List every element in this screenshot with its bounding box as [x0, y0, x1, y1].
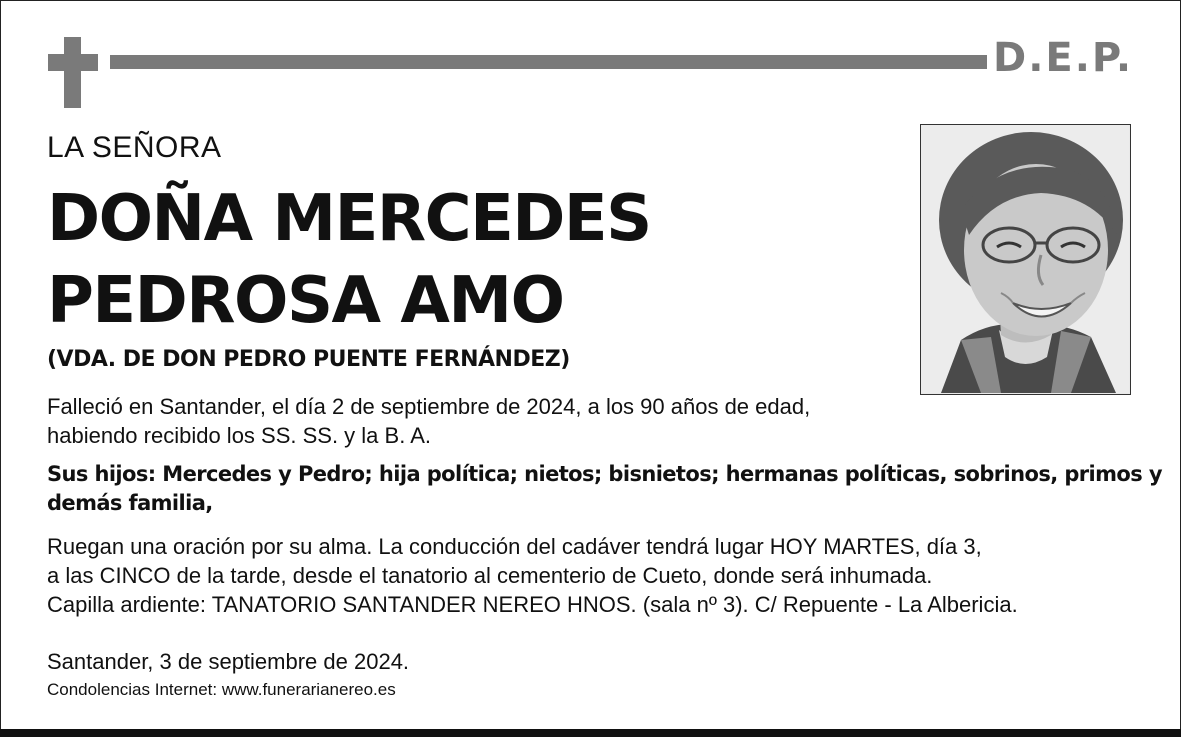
- widow-line: (VDA. DE DON PEDRO PUENTE FERNÁNDEZ): [47, 347, 570, 372]
- text-line: Capilla ardiente: TANATORIO SANTANDER NEREO HNOS. (sala nº 3). C/ Repuente - La Albericia.: [47, 592, 1018, 617]
- dep-label: D.E.P.: [993, 35, 1134, 81]
- name-line: PEDROSA AMO: [47, 264, 564, 338]
- date-place: Santander, 3 de septiembre de 2024.: [47, 649, 410, 674]
- family-paragraph: [47, 460, 1162, 518]
- text-line: Sus hijos: Mercedes y Pedro; hija política; nietos; bisnietos; hermanas políticas, sobrinos, primos y: [47, 462, 1162, 486]
- name-line: DOÑA MERCEDES: [47, 182, 651, 256]
- condolences-line: Condolencias Internet: www.funerarianereo.es: [47, 680, 396, 699]
- text-line: Ruegan una oración por su alma. La conducción del cadáver tendrá lugar HOY MARTES, día 3,: [47, 534, 982, 559]
- portrait-photo: [920, 124, 1131, 395]
- bottom-rule: [0, 729, 1181, 737]
- death-paragraph: [47, 392, 810, 450]
- header-rule: [110, 55, 987, 69]
- service-paragraph: [47, 532, 1018, 619]
- text-line: Falleció en Santander, el día 2 de septiembre de 2024, a los 90 años de edad,: [47, 394, 811, 419]
- deceased-name: [47, 178, 651, 342]
- text-line: a las CINCO de la tarde, desde el tanatorio al cementerio de Cueto, donde será inhumada.: [47, 563, 933, 588]
- text-line: demás familia,: [47, 491, 213, 515]
- text-line: habiendo recibido los SS. SS. y la B. A.: [47, 423, 432, 448]
- portrait-illustration: [921, 125, 1129, 393]
- title-label: LA SEÑORA: [47, 131, 222, 164]
